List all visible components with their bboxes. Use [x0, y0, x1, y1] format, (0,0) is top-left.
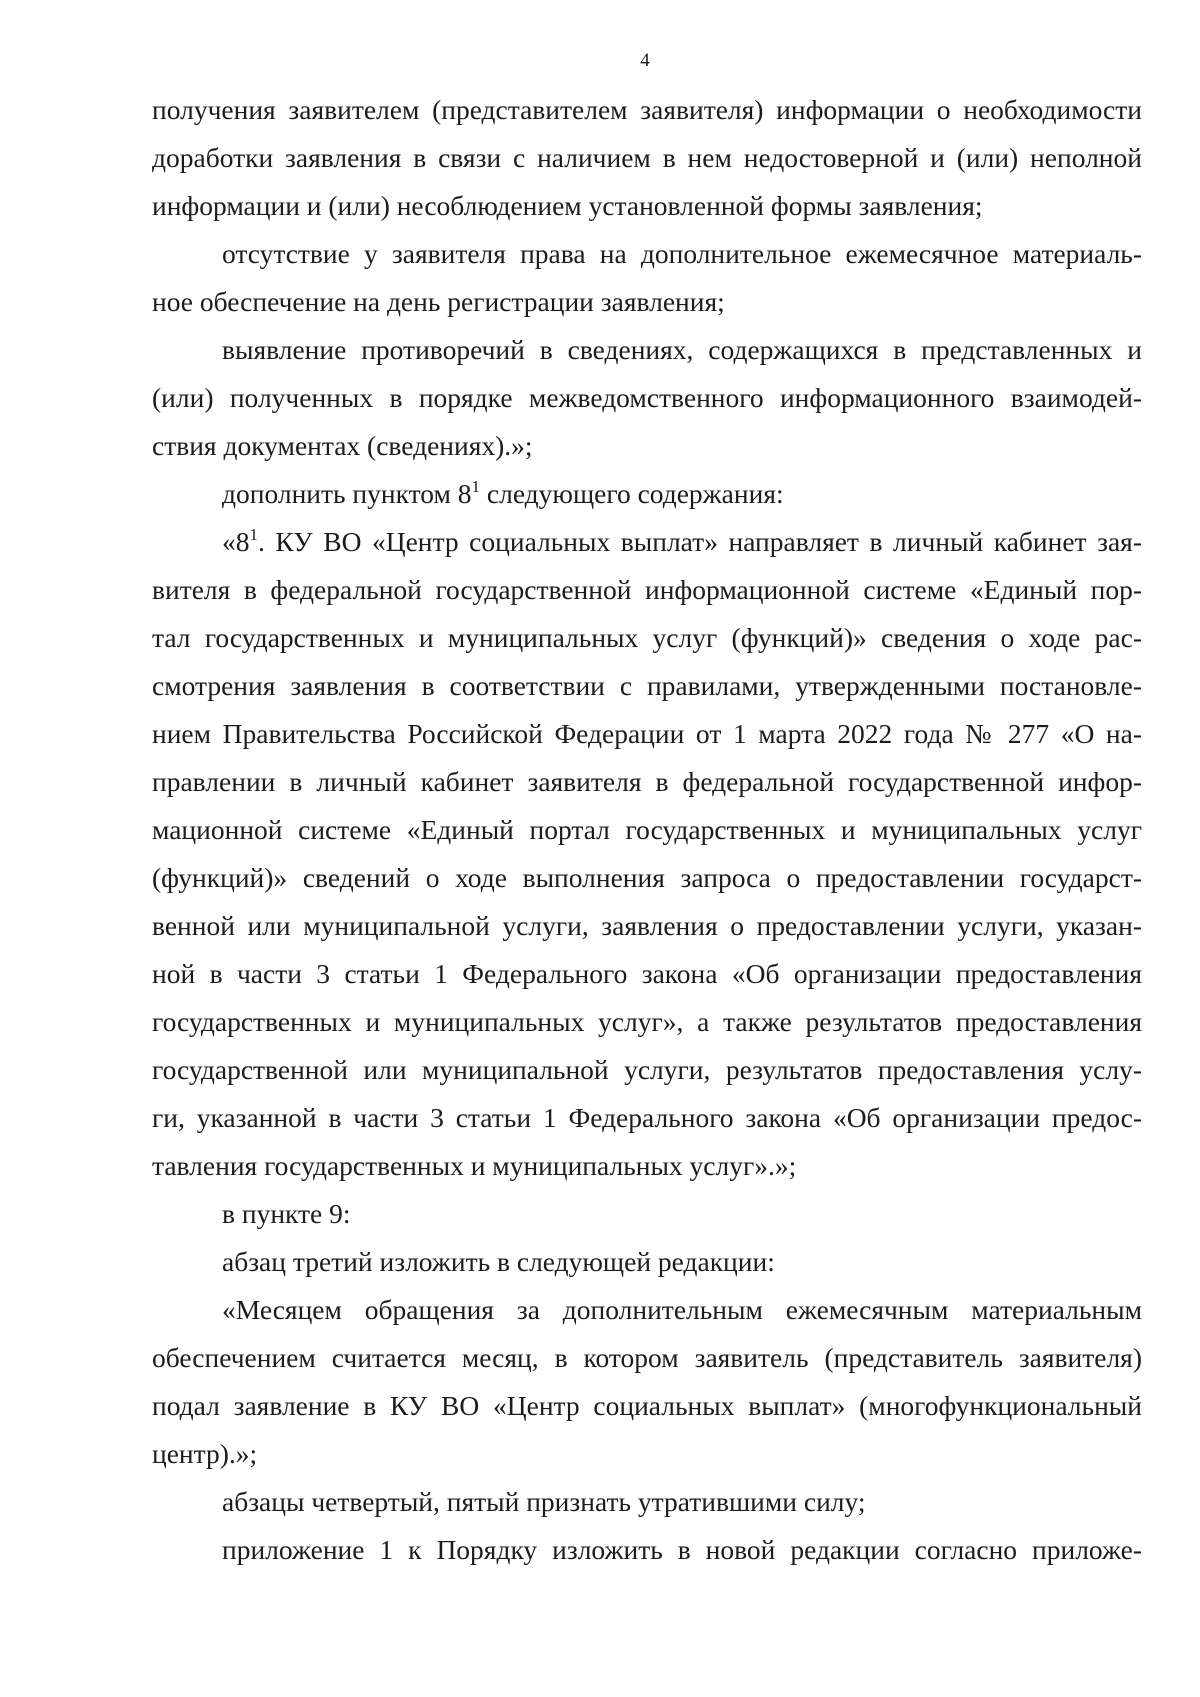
text-line	[152, 854, 1142, 902]
text-line	[152, 1094, 1142, 1142]
line-text: выявление противоречий в сведениях, содержащихся в представленных и	[222, 334, 1142, 365]
line-text: правлении в личный кабинет заявителя в федеральной государственной инфор-	[152, 766, 1142, 797]
text-line	[152, 1478, 1142, 1526]
text-line	[152, 950, 1142, 998]
line-text: государственной или муниципальной услуги, результатов предоставления услу-	[152, 1054, 1142, 1085]
text-line	[152, 230, 1142, 278]
line-text: центр).»;	[152, 1438, 258, 1469]
line-text: информации и (или) несоблюдением установленной формы заявления;	[152, 190, 983, 221]
text-line	[152, 1382, 1142, 1430]
text-line	[152, 1526, 1142, 1574]
line-text: ной в части 3 статьи 1 Федерального закона «Об организации предоставления	[152, 958, 1142, 989]
text-line	[152, 1046, 1142, 1094]
text-line	[152, 374, 1142, 422]
line-text: венной или муниципальной услуги, заявления о предоставлении услуги, указан-	[152, 910, 1142, 941]
line-text: (или) полученных в порядке межведомственного информационного взаимодей-	[152, 382, 1142, 413]
line-text: вителя в федеральной государственной информационной системе «Единый пор-	[152, 574, 1142, 605]
text-line	[152, 662, 1142, 710]
line-text: доработки заявления в связи с наличием в нем недостоверной и (или) неполной	[152, 142, 1142, 173]
line-text: дополнить пунктом 8	[222, 478, 472, 509]
superscript: 1	[471, 477, 481, 496]
line-text: тал государственных и муниципальных услуг (функций)» сведения о ходе рас-	[152, 622, 1142, 653]
line-text: абзацы четвертый, пятый признать утратившими силу;	[222, 1486, 866, 1517]
line-text: тавления государственных и муниципальных услуг».»;	[152, 1150, 797, 1181]
text-line	[152, 470, 1142, 518]
text-line	[152, 1142, 1142, 1190]
line-text: ствия документах (сведениях).»;	[152, 430, 533, 461]
line-text: «Месяцем обращения за дополнительным ежемесячным материальным	[222, 1294, 1142, 1325]
text-line	[152, 710, 1142, 758]
text-line	[152, 1334, 1142, 1382]
text-line	[152, 806, 1142, 854]
line-text-continued: следующего содержания:	[480, 478, 784, 509]
line-text: ное обеспечение на день регистрации заявления;	[152, 286, 725, 317]
text-line	[152, 86, 1142, 134]
line-text: «8	[222, 526, 250, 557]
text-line	[152, 134, 1142, 182]
page-number: 4	[640, 50, 650, 71]
text-line	[152, 1238, 1142, 1286]
superscript: 1	[249, 525, 258, 544]
text-line	[152, 614, 1142, 662]
text-line	[152, 998, 1142, 1046]
line-text: в пункте 9:	[222, 1198, 351, 1229]
text-line	[152, 758, 1142, 806]
text-line	[152, 422, 1142, 470]
line-text: абзац третий изложить в следующей редакции:	[222, 1246, 775, 1277]
line-text: обеспечением считается месяц, в котором заявитель (представитель заявителя)	[152, 1342, 1142, 1373]
text-line	[152, 518, 1142, 566]
line-text: подал заявление в КУ ВО «Центр социальных выплат» (многофункциональный	[152, 1390, 1142, 1421]
line-text: отсутствие у заявителя права на дополнительное ежемесячное материаль-	[222, 238, 1142, 269]
document-body	[152, 86, 1142, 1574]
line-text: государственных и муниципальных услуг», а также результатов предоставления	[152, 1006, 1142, 1037]
line-text: ги, указанной в части 3 статьи 1 Федерального закона «Об организации предос-	[152, 1102, 1142, 1133]
text-line	[152, 566, 1142, 614]
line-text: приложение 1 к Порядку изложить в новой редакции согласно приложе-	[222, 1534, 1142, 1565]
line-text: мационной системе «Единый портал государственных и муниципальных услуг	[152, 814, 1142, 845]
line-text: получения заявителем (представителем заявителя) информации о необходимости	[152, 94, 1142, 125]
text-line	[152, 278, 1142, 326]
text-line	[152, 182, 1142, 230]
text-line	[152, 1430, 1142, 1478]
text-line	[152, 1190, 1142, 1238]
line-text: нием Правительства Российской Федерации от 1 марта 2022 года № 277 «О на-	[152, 718, 1142, 749]
line-text-continued: . КУ ВО «Центр социальных выплат» направляет в личный кабинет зая-	[258, 526, 1142, 557]
line-text: (функций)» сведений о ходе выполнения запроса о предоставлении государст-	[152, 862, 1142, 893]
line-text: смотрения заявления в соответствии с правилами, утвержденными постановле-	[152, 670, 1142, 701]
text-line	[152, 326, 1142, 374]
text-line	[152, 902, 1142, 950]
text-line	[152, 1286, 1142, 1334]
